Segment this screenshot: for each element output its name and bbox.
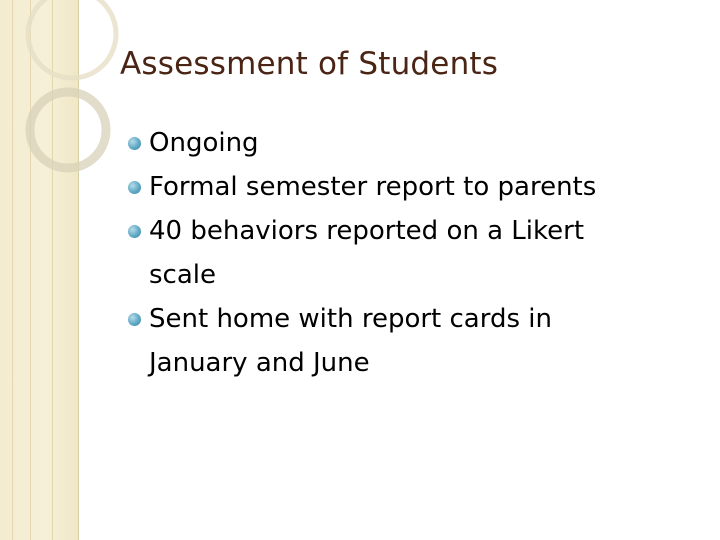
decorative-circles (0, 0, 140, 200)
bullet-text-continued: January and June (149, 348, 370, 378)
slide-title: Assessment of Students (120, 46, 499, 82)
bullet-icon (128, 225, 141, 238)
bullet-icon (128, 313, 141, 326)
bullet-text: Ongoing (149, 128, 259, 158)
bullet-text: Sent home with report cards in (149, 304, 552, 334)
bullet-list (128, 121, 688, 385)
bullet-icon (128, 137, 141, 150)
bullet-text: 40 behaviors reported on a Likert (149, 216, 585, 246)
decorative-ring (28, 0, 116, 78)
bullet-text-continued: scale (149, 260, 216, 290)
bullet-item (128, 165, 688, 209)
decorative-ring (30, 92, 106, 168)
bullet-item (128, 297, 688, 385)
bullet-item (128, 121, 688, 165)
bullet-item (128, 209, 688, 297)
bullet-text: Formal semester report to parents (149, 172, 597, 202)
bullet-icon (128, 181, 141, 194)
